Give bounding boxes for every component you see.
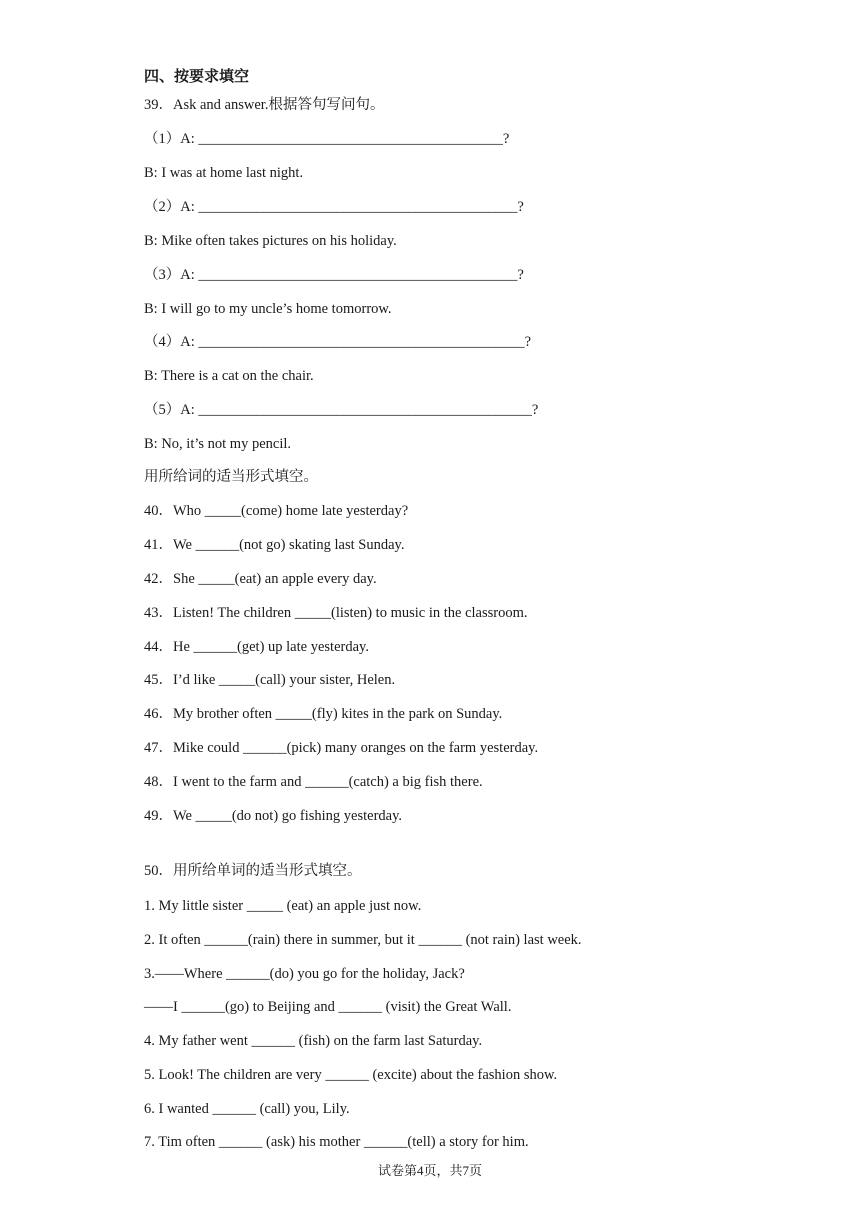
q50-line-5: 5. Look! The children are very ______ (excite) about the fashion show. xyxy=(144,1067,558,1083)
q50-line-1: 1. My little sister _____ (eat) an apple just now. xyxy=(144,898,422,914)
page-footer: 试卷第4页，共7页 xyxy=(377,1163,482,1178)
q50-line-4: 4. My father went ______ (fish) on the farm last Saturday. xyxy=(144,1033,483,1049)
q39-item-2-answer: B: Mike often takes pictures on his holiday. xyxy=(144,233,397,249)
q39-item-1-answer: B: I was at home last night. xyxy=(144,165,304,181)
question-45: 45．I’d like _____(call) your sister, Helen. xyxy=(144,672,396,688)
question-50-prompt: 50．用所给单词的适当形式填空。 xyxy=(144,863,362,879)
q39-item-3-answer: B: I will go to my uncle’s home tomorrow. xyxy=(144,301,392,317)
q39-item-2-question: （2）A: ____________________________________________? xyxy=(144,199,524,215)
q50-line-7: 7. Tim often ______ (ask) his mother ______(tell) a story for him. xyxy=(144,1134,529,1150)
question-46: 46．My brother often _____(fly) kites in the park on Sunday. xyxy=(144,706,503,722)
section-title: 四、按要求填空 xyxy=(144,69,250,85)
q50-line-2: 2. It often ______(rain) there in summer, but it ______ (not rain) last week. xyxy=(144,932,582,948)
q50-line-3: 3.——Where ______(do) you go for the holiday, Jack? xyxy=(144,966,465,982)
q39-item-5-question: （5）A: ______________________________________________? xyxy=(144,402,539,418)
question-40: 40．Who _____(come) home late yesterday? xyxy=(144,503,409,519)
q39-item-4-answer: B: There is a cat on the chair. xyxy=(144,368,314,384)
q39-item-5-answer: B: No, it’s not my pencil. xyxy=(144,436,292,452)
q39-item-1-question: （1）A: __________________________________________? xyxy=(144,131,510,147)
question-42: 42．She _____(eat) an apple every day. xyxy=(144,571,377,587)
fill-instruction: 用所给词的适当形式填空。 xyxy=(144,469,318,485)
question-41: 41．We ______(not go) skating last Sunday. xyxy=(144,537,405,553)
q39-item-4-question: （4）A: _____________________________________________? xyxy=(144,334,532,350)
q39-item-3-question: （3）A: ____________________________________________? xyxy=(144,267,524,283)
q50-line-6: 6. I wanted ______ (call) you, Lily. xyxy=(144,1101,350,1117)
question-47: 47．Mike could ______(pick) many oranges on the farm yesterday. xyxy=(144,740,539,756)
question-39-prompt: 39．Ask and answer.根据答句写问句。 xyxy=(144,97,385,113)
question-48: 48．I went to the farm and ______(catch) a big fish there. xyxy=(144,774,483,790)
question-44: 44．He ______(get) up late yesterday. xyxy=(144,639,369,655)
q50-line-3-reply: ——I ______(go) to Beijing and ______ (visit) the Great Wall. xyxy=(144,999,512,1015)
question-49: 49．We _____(do not) go fishing yesterday. xyxy=(144,808,403,824)
question-43: 43．Listen! The children _____(listen) to music in the classroom. xyxy=(144,605,528,621)
